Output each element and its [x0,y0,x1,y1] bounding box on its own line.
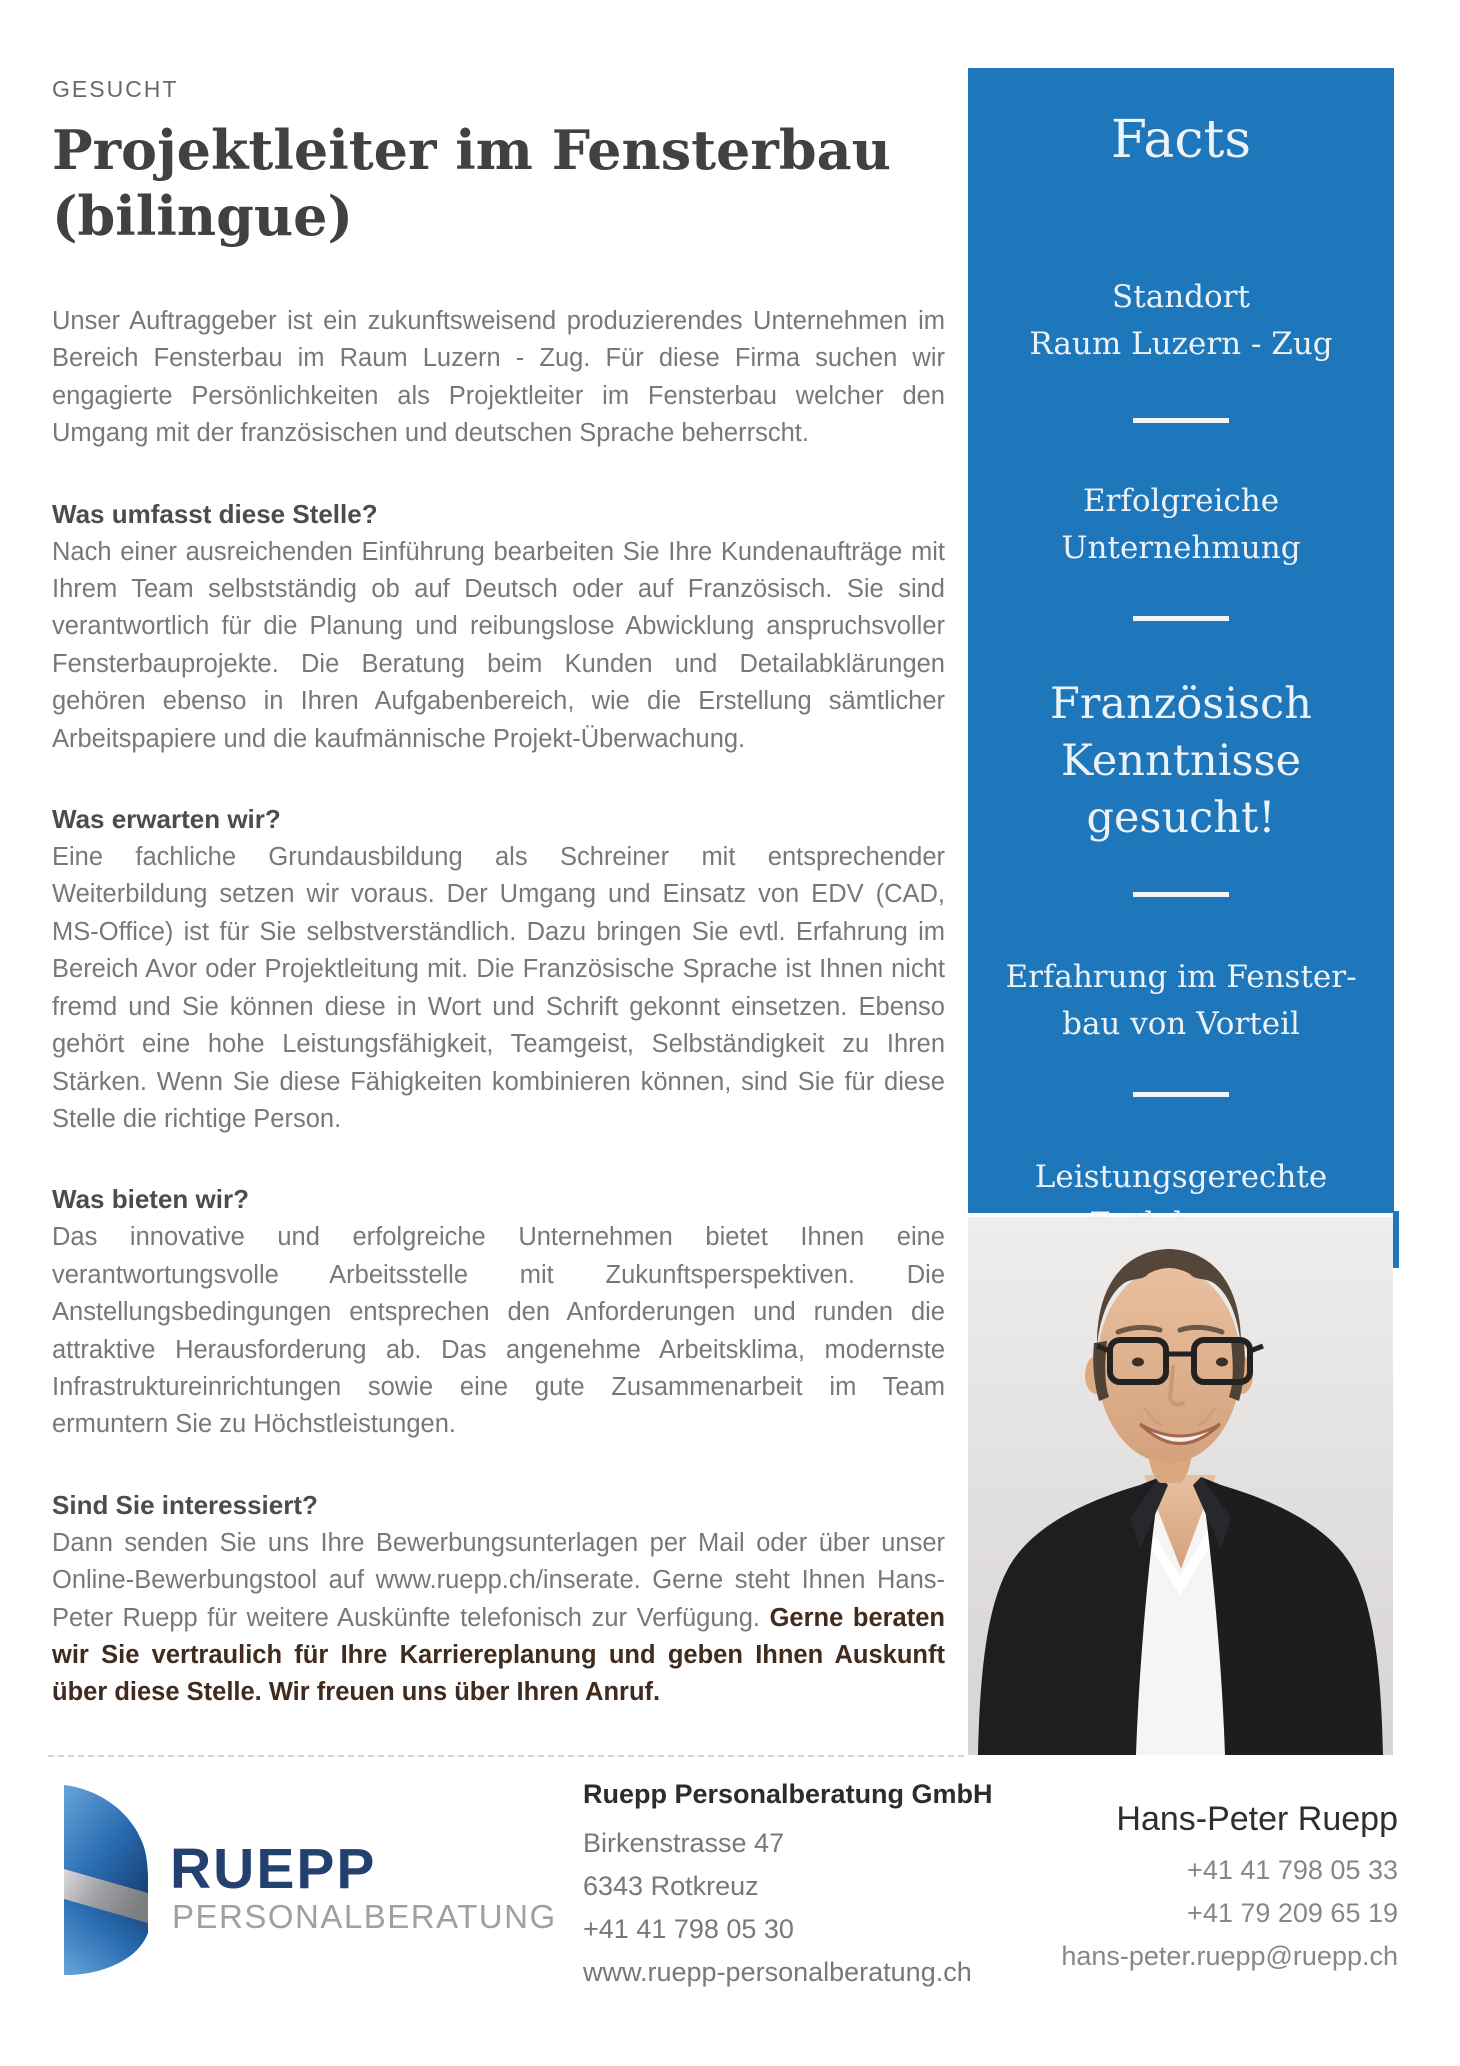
logo-wordmark: RUEPP [170,1837,377,1901]
section-heading-bieten: Was bieten wir? [52,1184,249,1215]
fact-divider [1133,418,1229,423]
fact-item-standort: Standort Raum Luzern - Zug [1029,279,1333,362]
sidebar-edge-accent [1393,1211,1399,1268]
company-address-line: 6343 Rotkreuz [583,1871,759,1901]
company-address-line: Birkenstrasse 47 [583,1828,785,1858]
company-phone: +41 41 798 05 30 [583,1914,794,1944]
section-heading-interessiert: Sind Sie interessiert? [52,1489,318,1520]
section-heading-stelle: Was umfasst diese Stelle? [52,498,378,529]
section-paragraph-bieten: Das innovative und erfolgreiche Unternehmen bietet Ihnen eine verantwortungsvolle Arbeitsstelle mit Zukunftsperspektiven. Die Anstellungsbedingungen entsprechen den Anforderungen und runden die attraktive Herausforderung ab. Das angenehme Arbeitsklima, modernste Infrastruktureinrichtungen sowie eine gute Zusammenarbeit im Team ermuntern Sie zu Höchstleistungen. [52,1223,945,1439]
contact-block [1061,1800,1398,1978]
company-name: Ruepp Personalberatung GmbH [583,1779,993,1809]
contact-email-link[interactable]: hans-peter.ruepp@ruepp.ch [1061,1941,1398,1971]
facts-title: Facts [1110,110,1252,170]
eyebrow-label: GESUCHT [52,76,179,102]
logo-subtitle: PERSONALBERATUNG [172,1898,557,1935]
contact-name: Hans-Peter Ruepp [1116,1800,1398,1838]
company-website-link[interactable]: www.ruepp-personalberatung.ch [583,1957,972,1987]
fact-item-franzoesisch: Französisch Kenntnisse gesucht! [1050,679,1312,843]
portrait-illustration [968,1217,1393,1755]
portrait-photo [968,1217,1393,1755]
fact-item-entlohnung: Leistungsgerechte [1034,1159,1328,1195]
fact-divider [1133,616,1229,621]
contact-phone: +41 41 798 05 33 [1187,1855,1398,1885]
job-description-column [52,76,945,1712]
contact-phone: +41 79 209 65 19 [1187,1898,1398,1928]
section-heading-erwarten: Was erwarten wir? [52,804,281,835]
page-title [52,117,945,249]
ruepp-logo-icon [62,1783,154,1975]
intro-paragraph: Unser Auftraggeber ist ein zukunftsweisend produzierendes Unternehmen im Bereich Fensterbau im Raum Luzern - Zug. Für diese Firma suchen wir engagierte Persönlichkeiten als Projektleiter im Fensterbau welcher den Umgang mit der französischen und deutschen Sprache beherrscht. [52,307,945,448]
section-paragraph-interessiert [52,1525,945,1712]
paragraph-highlight-text: Gerne beraten wir Sie vertraulich für Ihre Karriereplanung und geben Ihnen Auskunft über diese Stelle. Wir freuen uns über Ihren Anruf. [52,1603,945,1707]
page-title-line-1: Projektleiter im Fensterbau [52,118,891,182]
fact-divider [1133,892,1229,897]
fact-item-erfahrung: Erfahrung im Fenster- bau von Vorteil [1005,959,1357,1042]
section-paragraph-erwarten: Eine fachliche Grundausbildung als Schreiner mit entsprechender Weiterbildung setzen wir voraus. Der Umgang und Einsatz von EDV (CAD, MS-Office) ist für Sie selbstverständlich. Dazu bringen Sie evtl. Erfahrung im Bereich Avor oder Projektleitung mit. Die Französische Sprache ist Ihnen nicht fremd und Sie können diese in Wort und Schrift gekonnt einsetzen. Ebenso gehört eine hohe Leistungsfähigkeit, Teamgeist, Selbständigkeit zu Ihren Stärken. Wenn Sie diese Fähigkeiten kombinieren können, sind Sie für diese Stelle die richtige Person. [52,843,945,1133]
page-title-line-2: (bilingue) [52,184,354,248]
footer-divider [48,1755,964,1757]
facts-panel [968,68,1394,1213]
fact-item-unternehmung: Erfolgreiche Unternehmung [1061,483,1301,566]
section-paragraph-stelle: Nach einer ausreichenden Einführung bearbeiten Sie Ihre Kundenaufträge mit Ihrem Team selbstständig ob auf Deutsch oder auf Französisch. Sie sind verantwortlich für die Planung und reibungslose Abwicklung anspruchsvoller Fensterbauprojekte. Die Beratung beim Kunden und Detailabklärungen gehören ebenso in Ihren Aufgabenbereich, wie die Erstellung sämtlicher Arbeitspapiere und die kaufmännische Projekt-Überwachung. [52,537,945,753]
company-block [583,1779,993,1994]
paragraph-regular-text: Dann senden Sie uns Ihre Bewerbungsunterlagen per Mail oder über unser Online-Bewerbungstool auf www.ruepp.ch/inserate. Gerne steht Ihnen Hans-Peter Ruepp für weitere Auskünfte telefonisch zur Verfügung. [52,1528,945,1632]
fact-divider [1133,1092,1229,1097]
